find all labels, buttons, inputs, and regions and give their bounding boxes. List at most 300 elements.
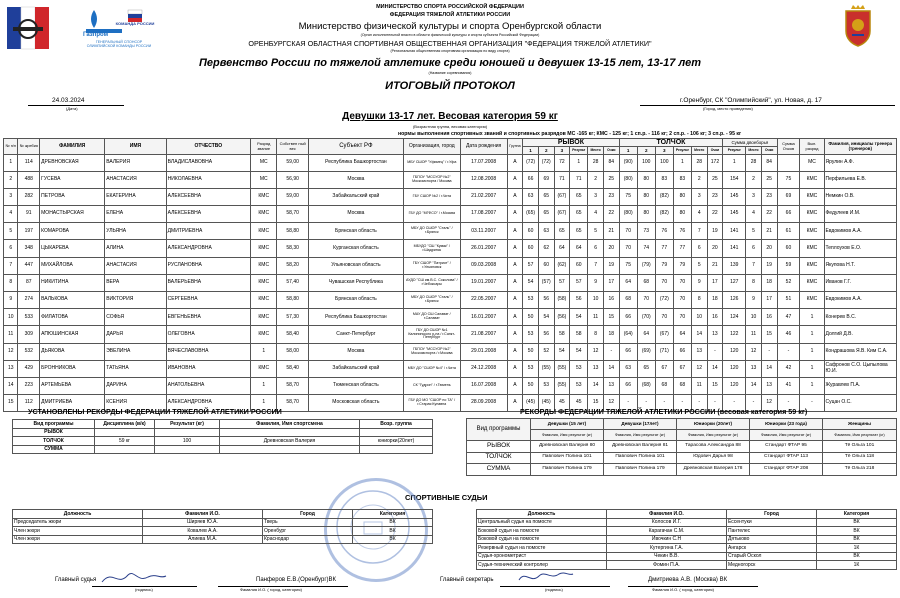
cell-birth: 21.08.2007: [460, 326, 507, 343]
cell-group: А: [507, 360, 523, 377]
col-total-points: Очки: [761, 147, 777, 155]
cell-tp: 141: [723, 223, 746, 240]
cell-coach: Конерев В.С.: [824, 309, 897, 326]
records-set-cell: 59 кг: [95, 437, 155, 446]
cell-cr: 79: [673, 257, 691, 274]
col-snatch-2: 2: [538, 147, 554, 155]
cell-coach: Перфильева Е.В.: [824, 171, 897, 188]
records-59-sub-header: Фамилия, Имя результат (кг): [531, 430, 604, 441]
table-row: [13, 428, 433, 437]
cell-cr: 68: [673, 377, 691, 394]
cell-s1: 57: [523, 257, 539, 274]
cell-tpt: 12: [746, 343, 762, 360]
cell-done: КМС: [800, 188, 824, 205]
cell-sp: 6: [588, 240, 604, 257]
cell-cpt: 15: [707, 377, 723, 394]
cell-name: ДАРЬЯ: [105, 326, 166, 343]
col-org: Организация, город: [403, 139, 460, 155]
cell-rank: КМС: [250, 274, 277, 291]
cell-name: ЭВЕЛИНА: [105, 343, 166, 360]
cell-c3: 70: [655, 274, 673, 291]
cell-s1: 66: [523, 171, 539, 188]
cell-c2: (79): [637, 257, 655, 274]
cell-n: 1: [4, 154, 18, 171]
cell-group: А: [507, 257, 523, 274]
cell-cp: -: [691, 395, 707, 412]
records-59-sub-header: Фамилия, Имя результат (кг): [823, 430, 897, 441]
cell-cpt: -: [707, 343, 723, 360]
cell-group: А: [507, 188, 523, 205]
protocol-date-note: (Дата): [66, 106, 78, 111]
judges-cell: ВК: [353, 527, 433, 536]
table-row: [467, 441, 897, 453]
records-59-cell: Древновская Валерия 80: [531, 441, 604, 453]
cell-c3: 83: [655, 171, 673, 188]
cell-s2: 53: [538, 377, 554, 394]
cell-group: А: [507, 292, 523, 309]
cell-tp: 139: [723, 257, 746, 274]
cell-birth: 12.08.2008: [460, 171, 507, 188]
cell-done: КМС: [800, 223, 824, 240]
records-59-cell: Древновская Валерия 178: [677, 464, 750, 476]
cell-org: ГБУ СШОР №2 / г.Чита: [403, 188, 460, 205]
cell-spt: 12: [603, 395, 619, 412]
cell-group: А: [507, 343, 523, 360]
cell-c2: -: [637, 395, 655, 412]
cell-done: КМС: [800, 171, 824, 188]
col-surname: ФАМИЛИЯ: [40, 139, 105, 155]
records-59-program-header: Вид программы: [467, 419, 531, 441]
cell-n: 14: [4, 377, 18, 394]
cell-surname: ГУСЕВА: [40, 171, 105, 188]
cell-coach: Евдокимов А.А.: [824, 292, 897, 309]
records-set-cell: [220, 445, 360, 454]
records-59-cell: Стандарт ФТАР 208: [750, 464, 823, 476]
judges-title: СПОРТИВНЫЕ СУДЬИ: [405, 493, 488, 502]
table-row: [4, 343, 897, 360]
header-ministry-region-note: (Орган исполнительной власти в области физической культуры и спорта субъекта Российской Федерации): [360, 33, 540, 37]
cell-surname: ДЬЯКОВА: [40, 343, 105, 360]
cell-sr: 54: [570, 309, 588, 326]
cell-s2: 63: [538, 223, 554, 240]
cell-pts2: -: [777, 395, 800, 412]
cell-cp: 3: [691, 188, 707, 205]
judges-header: Должность: [477, 510, 607, 519]
cell-rank: КМС: [250, 206, 277, 223]
cell-name: АЛИНА: [105, 240, 166, 257]
col-cj: ТОЛЧОК: [619, 139, 723, 147]
records-59-group-header: Женщины: [823, 419, 897, 430]
chief-judge-signature: [98, 567, 168, 592]
cell-sr: 57: [570, 274, 588, 291]
cell-cp: 9: [691, 274, 707, 291]
records-59-cell: Павлович Полина 101: [531, 452, 604, 464]
cell-pts: 19: [761, 257, 777, 274]
col-birth: Дата рождения: [460, 139, 507, 155]
cell-pts2: 41: [777, 377, 800, 394]
cell-pts: 12: [761, 395, 777, 412]
cell-sr: 56: [570, 292, 588, 309]
cell-surname: БРОННИКОВА: [40, 360, 105, 377]
cell-c3: 100: [655, 154, 673, 171]
col-snatch: РЫВОК: [523, 139, 619, 147]
cell-sp: 13: [588, 360, 604, 377]
cell-patronymic: ВАЛЕРЬЕВНА: [166, 274, 250, 291]
cell-bw: 58,40: [277, 360, 308, 377]
cell-sr: 58: [570, 326, 588, 343]
cell-c3: 77: [655, 240, 673, 257]
cell-bib: 532: [18, 343, 40, 360]
records-59-cell: Тё Ольга 118: [823, 452, 897, 464]
cell-pts: 13: [761, 377, 777, 394]
cell-coach: Иванов Г.Г.: [824, 274, 897, 291]
col-num: № п/п: [4, 139, 18, 155]
table-row: [4, 257, 897, 274]
cell-tpt: 10: [746, 309, 762, 326]
records-59-cell: Тё Ольга 101: [823, 441, 897, 453]
cell-c2: 100: [637, 154, 655, 171]
cell-rank: КМС: [250, 188, 277, 205]
cell-sr: 53: [570, 377, 588, 394]
cell-bib: 87: [18, 274, 40, 291]
cell-spt: 84: [603, 154, 619, 171]
cell-org: ГБУ ДО МО "СШОР по ТА" / г.Старая Купавна: [403, 395, 460, 412]
cell-tpt: 11: [746, 326, 762, 343]
cell-name: ЕКАТЕРИНА: [105, 188, 166, 205]
cell-c3: 79: [655, 257, 673, 274]
cell-sp: 12: [588, 343, 604, 360]
judges-header: Город: [263, 510, 353, 519]
cell-c1: (80): [619, 206, 637, 223]
cell-n: 6: [4, 240, 18, 257]
cell-sp: 7: [588, 257, 604, 274]
chief-judge-name: Панферов Е.В.(Оренбург)ВК: [256, 577, 337, 583]
col-cj-points: Очки: [707, 147, 723, 155]
cell-s1: (72): [523, 154, 539, 171]
cell-rank: КМС: [250, 292, 277, 309]
cell-cp: 14: [691, 326, 707, 343]
judges-cell: ВК: [353, 518, 433, 527]
cell-cpt: 25: [707, 171, 723, 188]
cell-c1: -: [619, 395, 637, 412]
cell-tpt: 7: [746, 257, 762, 274]
cell-tp: 120: [723, 343, 746, 360]
cell-cr: 70: [673, 292, 691, 309]
chief-judge-name-note: Фамилия И.О. ( город, категория): [240, 587, 302, 592]
chief-judge-sign-note: (подпись): [135, 587, 153, 592]
cell-cr: 67: [673, 360, 691, 377]
cell-spt: 20: [603, 240, 619, 257]
cell-cpt: 20: [707, 240, 723, 257]
cell-sp: 5: [588, 223, 604, 240]
cell-c1: (64): [619, 326, 637, 343]
table-row: [4, 188, 897, 205]
judges-header: Категория: [817, 510, 897, 519]
cell-cr: 70: [673, 274, 691, 291]
cell-org: ГБУ ДО СШОР №1 Калининского р-на / г.Санкт-Петербург: [403, 326, 460, 343]
table-row: [4, 326, 897, 343]
cell-pts2: 52: [777, 274, 800, 291]
judges-cell: Старый Оскол: [727, 552, 817, 561]
cell-s3: (67): [554, 188, 570, 205]
cell-birth: 26.01.2007: [460, 240, 507, 257]
cell-n: 10: [4, 309, 18, 326]
cell-birth: 03.11.2007: [460, 223, 507, 240]
cell-bw: 57,40: [277, 274, 308, 291]
protocol-place-note: (Город, место проведения): [703, 106, 753, 111]
cell-cpt: 22: [707, 206, 723, 223]
cell-tp: 154: [723, 171, 746, 188]
table-row: [13, 527, 433, 536]
cell-cp: 11: [691, 377, 707, 394]
records-59-cell: Тарасова Александра 88: [677, 441, 750, 453]
cell-rank: 1: [250, 343, 277, 360]
cell-cpt: 17: [707, 274, 723, 291]
header-regional-org: ОРЕНБУРГСКАЯ ОБЛАСТНАЯ СПОРТИВНАЯ ОБЩЕСТВЕННАЯ ОРГАНИЗАЦИЯ "ФЕДЕРАЦИЯ ТЯЖЕЛОЙ АТЛЕТИКИ": [248, 39, 652, 48]
cell-coach: Якупова Н.Т.: [824, 257, 897, 274]
table-row: [477, 535, 897, 544]
cell-coach: Сафронов С.О. Цыпылова Ю.И.: [824, 360, 897, 377]
judges-header: Категория: [353, 510, 433, 519]
cell-spt: 18: [603, 326, 619, 343]
header-federation: ФЕДЕРАЦИЯ ТЯЖЕЛОЙ АТЛЕТИКИ РОССИИ: [389, 12, 511, 18]
cell-region: Республика Башкортостан: [308, 309, 403, 326]
cell-patronymic: ИВАНОВНА: [166, 360, 250, 377]
cell-birth: 17.08.2007: [460, 206, 507, 223]
cell-c1: 68: [619, 292, 637, 309]
cell-patronymic: АЛЕКСЕЕВНА: [166, 206, 250, 223]
cell-surname: МОНАСТЫРСКАЯ: [40, 206, 105, 223]
cell-done: 1: [800, 377, 824, 394]
cell-name: АНАСТАСИЯ: [105, 171, 166, 188]
cell-sp: 3: [588, 188, 604, 205]
cell-done: МС: [800, 154, 824, 171]
table-row: [467, 464, 897, 476]
records-59-title: РЕКОРДЫ ФЕДЕРАЦИИ ТЯЖЕЛОЙ АТЛЕТИКИ РОССИИ (весовая категория 59 кг): [520, 407, 808, 416]
cell-c1: 64: [619, 274, 637, 291]
records-set-header: Возр. группа: [360, 420, 433, 429]
records-59-cell: Стандарт ФТАР 95: [750, 441, 823, 453]
records-set-cell: [155, 428, 220, 437]
records-59-group-header: Девушки (17лет): [604, 419, 677, 430]
judges-cell: Ивочкин С.Н: [607, 535, 727, 544]
records-59-sub-header: Фамилия, Имя результат (кг): [750, 430, 823, 441]
cell-cp: 7: [691, 223, 707, 240]
table-row: [4, 292, 897, 309]
cell-region: Ульяновская область: [308, 257, 403, 274]
cell-cp: 2: [691, 171, 707, 188]
cell-org: МБУДО "СШ "Кумак" / г.Шадринск: [403, 240, 460, 257]
cell-pts: 17: [761, 292, 777, 309]
cell-c2: 74: [637, 240, 655, 257]
cell-bw: 59,00: [277, 154, 308, 171]
cell-coach: Кондрашова Я.В. Ким С.А.: [824, 343, 897, 360]
cell-s2: 69: [538, 171, 554, 188]
cell-c1: 66: [619, 377, 637, 394]
cell-bib: 274: [18, 292, 40, 309]
records-59-row-label: ТОЛЧОК: [467, 452, 531, 464]
cell-c2: (69): [637, 343, 655, 360]
cell-group: А: [507, 274, 523, 291]
cell-c1: 70: [619, 240, 637, 257]
cell-s2: 54: [538, 309, 554, 326]
cell-rank: КМС: [250, 326, 277, 343]
cell-sr: 71: [570, 171, 588, 188]
logo-sponsor-text: ГЕНЕРАЛЬНЫЙ СПОНСОР ОЛИМПИЙСКОЙ КОМАНДЫ РОССИИ: [86, 40, 152, 48]
cell-c2: 64: [637, 326, 655, 343]
chief-secretary-label: Главный секретарь: [440, 577, 494, 583]
cell-surname: ПЕТРОВА: [40, 188, 105, 205]
cell-n: 13: [4, 360, 18, 377]
col-snatch-place: Место: [588, 147, 604, 155]
cell-sr: 60: [570, 257, 588, 274]
judges-jury-table: [12, 509, 433, 544]
cell-org: ГБУ ДО "МГФСО" / г.Москва: [403, 206, 460, 223]
cell-pts: 20: [761, 240, 777, 257]
cell-tp: 124: [723, 309, 746, 326]
cell-s3: (55): [554, 377, 570, 394]
cell-done: 1: [800, 326, 824, 343]
cell-cr: 64: [673, 326, 691, 343]
cell-tpt: 5: [746, 223, 762, 240]
cell-cpt: 172: [707, 154, 723, 171]
records-set-cell: РЫВОК: [13, 428, 95, 437]
col-total-result: Результ: [723, 147, 746, 155]
records-59-group-header: Юниорки (20лет): [677, 419, 750, 430]
records-59-cell: Тё Ольга 218: [823, 464, 897, 476]
cell-org: ГБПОУ "МССУОР №2" Москомспорта / Москва: [403, 171, 460, 188]
records-59-table: [466, 418, 897, 476]
judges-header: Должность: [13, 510, 143, 519]
records-59-cell: Павлович Полина 101: [604, 452, 677, 464]
cell-c1: 70: [619, 223, 637, 240]
cell-sr: 54: [570, 343, 588, 360]
records-set-cell: [220, 428, 360, 437]
judges-cell: Резервный судья на помосте: [477, 544, 607, 553]
cell-s3: (62): [554, 257, 570, 274]
cell-bib: 197: [18, 223, 40, 240]
cell-org: МБУ ДО "СШОР №4" / г.Чита: [403, 360, 460, 377]
cell-group: А: [507, 171, 523, 188]
protocol-title: ИТОГОВЫЙ ПРОТОКОЛ: [385, 80, 515, 92]
chief-secretary-name-note: Фамилия И.О. ( город, категория): [652, 587, 714, 592]
cell-n: 15: [4, 395, 18, 412]
chief-judge-label: Главный судья: [55, 577, 97, 583]
cell-pts2: -: [777, 343, 800, 360]
cell-s2: 60: [538, 257, 554, 274]
cell-c2: 80: [637, 188, 655, 205]
cell-s1: 53: [523, 292, 539, 309]
cell-s3: 65: [554, 223, 570, 240]
cell-s3: 58: [554, 326, 570, 343]
judges-cell: Судья-хронометрист: [477, 552, 607, 561]
cell-group: А: [507, 326, 523, 343]
judges-cell: Член жюри: [13, 535, 143, 544]
cell-s2: (45): [538, 395, 554, 412]
cell-s1: 53: [523, 326, 539, 343]
cell-surname: АРТЕМЬЕВА: [40, 377, 105, 394]
cell-rank: КМС: [250, 257, 277, 274]
cell-tpt: 14: [746, 377, 762, 394]
cell-birth: 22.05.2007: [460, 292, 507, 309]
records-set-header: Дисциплина (в/к): [95, 420, 155, 429]
cell-c1: 75: [619, 257, 637, 274]
cell-c3: 68: [655, 377, 673, 394]
cell-n: 12: [4, 343, 18, 360]
judges-cell: ВК: [817, 518, 897, 527]
cell-cr: 80: [673, 188, 691, 205]
judges-cell: ВК: [353, 535, 433, 544]
cell-surname: МИХАЙЛОВА: [40, 257, 105, 274]
cell-coach: Теплоухов Е.О.: [824, 240, 897, 257]
cell-pts: 14: [761, 360, 777, 377]
judges-cell: 1К: [817, 544, 897, 553]
cell-rank: КМС: [250, 223, 277, 240]
protocol-place: г.Оренбург, СК "Олимпийский", ул. Новая, д. 17: [680, 97, 822, 104]
cell-rank: МС: [250, 171, 277, 188]
cell-cpt: 18: [707, 292, 723, 309]
cell-c2: (68): [637, 377, 655, 394]
cell-pts: 16: [761, 309, 777, 326]
cell-pts2: 51: [777, 292, 800, 309]
cell-s2: 65: [538, 188, 554, 205]
cell-sr: 65: [570, 223, 588, 240]
judges-cell: Ессентуки: [727, 518, 817, 527]
logo-gazprom-text: Газпром: [83, 32, 109, 38]
cell-pts: -: [761, 343, 777, 360]
cell-bw: 58,40: [277, 326, 308, 343]
cell-org: АУДО "СШ им.В.С. Соколова" / г.Чебоксары: [403, 274, 460, 291]
cell-sp: 14: [588, 377, 604, 394]
cell-group: А: [507, 240, 523, 257]
cell-pts: 25: [761, 171, 777, 188]
judges-cell: Боковой судья на помосте: [477, 527, 607, 536]
judges-cell: ВК: [817, 527, 897, 536]
cell-region: Санкт-Петербург: [308, 326, 403, 343]
cell-region: Москва: [308, 206, 403, 223]
cell-sr: 53: [570, 360, 588, 377]
cell-done: КМС: [800, 274, 824, 291]
cell-sp: 9: [588, 274, 604, 291]
col-completed-rank: Вып. разряд: [800, 139, 824, 155]
cell-tp: 120: [723, 377, 746, 394]
cell-cpt: 13: [707, 326, 723, 343]
records-59-cell: Павлович Полина 179: [604, 464, 677, 476]
cell-bib: 91: [18, 206, 40, 223]
cell-patronymic: АЛЕКСАНДРОВНА: [166, 395, 250, 412]
cell-coach: Немкин О.В.: [824, 188, 897, 205]
records-set-cell: [360, 445, 433, 454]
records-set-cell: 100: [155, 437, 220, 446]
cell-rank: 1: [250, 377, 277, 394]
col-rank: Разряд звание: [250, 139, 277, 155]
cell-pts2: 60: [777, 240, 800, 257]
cell-cp: 10: [691, 309, 707, 326]
cell-birth: 29.01.2008: [460, 343, 507, 360]
cell-tp: 120: [723, 360, 746, 377]
table-row: [477, 518, 897, 527]
table-row: [4, 171, 897, 188]
col-region: Субъект РФ: [308, 139, 403, 155]
cell-s3: 71: [554, 171, 570, 188]
table-row: [4, 274, 897, 291]
cell-tp: 141: [723, 240, 746, 257]
cell-sr: 65: [570, 206, 588, 223]
cell-group: А: [507, 206, 523, 223]
cell-region: Брянская область: [308, 223, 403, 240]
cell-region: Москва: [308, 171, 403, 188]
cell-n: 7: [4, 257, 18, 274]
